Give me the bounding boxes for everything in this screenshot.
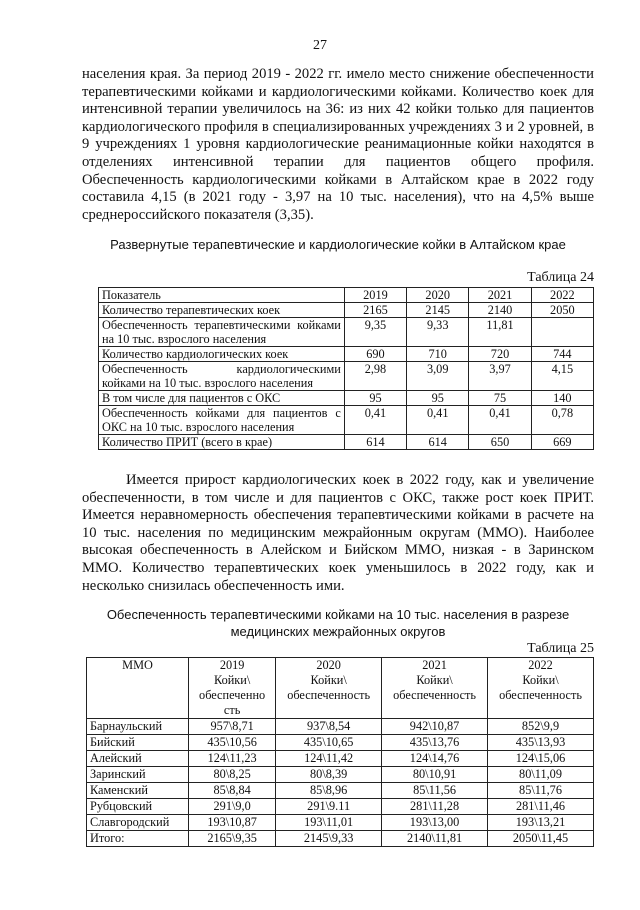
table-cell: 193\11,01 [276,815,382,831]
row-label: Барнаульский [87,719,189,735]
header-sublabel: Койки\ обеспеченность [287,673,371,702]
table-header-row [87,658,594,719]
header-sublabel: Койки\ обеспеченно сть [199,673,266,717]
table24-label: Таблица 24 [527,270,594,285]
table-cell: 193\13,21 [488,815,594,831]
table-row [87,735,594,751]
table-cell: 435\13,76 [382,735,488,751]
header-cell [189,658,276,719]
table-cell: 80\10,91 [382,767,488,783]
table-row [87,767,594,783]
table-cell [531,318,593,347]
table-cell: 193\13,00 [382,815,488,831]
table-cell: 9,33 [407,318,469,347]
row-label: Обеспеченность терапевтическими койками на 10 тыс. взрослого населения [99,318,345,347]
table-cell: 75 [469,391,531,406]
table-cell: 937\8,54 [276,719,382,735]
table-cell: 669 [531,435,593,450]
paragraph-analysis: Имеется прирост кардиологических коек в 2022 году, как и увеличение обеспеченности, в том числе и для пациентов с ОКС, также рост коек ПРИТ. Имеется неравномерность обеспечения терапевтическими койками в расчете на 10 тыс. населения по медицинским межрайонным округам (ММО). Наиболее высокая обеспеченность в Алейском и Бийском ММО, низкая - в Заринском ММО. Количество терапевтических коек уменьшилось в 2022 году, как и несколько снизилась обеспеченность ими. [82,472,594,594]
table-cell: 614 [407,435,469,450]
row-label: Алейский [87,751,189,767]
table-cell: 744 [531,347,593,362]
table-cell: 124\11,42 [276,751,382,767]
table-cell: 124\14,76 [382,751,488,767]
table-cell: 852\9,9 [488,719,594,735]
table-cell: 3,09 [407,362,469,391]
table-row [99,362,594,391]
header-cell [276,658,382,719]
table-cell: 2145 [407,303,469,318]
header-cell: 2019 [344,288,406,303]
table-cell: 2165 [344,303,406,318]
table-cell: 720 [469,347,531,362]
table-cell: 193\10,87 [189,815,276,831]
table-25 [86,657,594,847]
row-label: Каменский [87,783,189,799]
table-cell: 140 [531,391,593,406]
row-label: Славгородский [87,815,189,831]
table-cell: 80\8,39 [276,767,382,783]
header-year: 2020 [316,658,341,672]
header-sublabel: Койки\ обеспеченность [393,673,477,702]
table-header-row [99,288,594,303]
table-cell: 614 [344,435,406,450]
table-cell: 3,97 [469,362,531,391]
row-label: Количество кардиологических коек [99,347,345,362]
table-cell: 2140 [469,303,531,318]
row-label: Бийский [87,735,189,751]
header-label: ММО [122,658,153,672]
table-row [87,719,594,735]
table-row [99,435,594,450]
table-24 [98,287,594,450]
table25-caption: Обеспеченность терапевтическими койками на 10 тыс. населения в разрезе медицинских межрайонных округов [106,607,570,639]
table-total-row [87,831,594,847]
table-cell: 2050\11,45 [488,831,594,847]
table-cell: 0,78 [531,406,593,435]
table-cell: 435\10,65 [276,735,382,751]
table-cell: 80\8,25 [189,767,276,783]
table-cell: 2165\9,35 [189,831,276,847]
table-cell: 690 [344,347,406,362]
table-row [87,783,594,799]
table-cell: 9,35 [344,318,406,347]
table-row [99,347,594,362]
header-year: 2019 [219,658,245,672]
table-cell: 0,41 [344,406,406,435]
row-label: В том числе для пациентов с ОКС [99,391,345,406]
row-label: Количество терапевтических коек [99,303,345,318]
table24-caption: Развернутые терапевтические и кардиологические койки в Алтайском крае [110,237,566,252]
paragraph-intro: населения края. За период 2019 - 2022 гг. имело место снижение обеспеченности терапевтическими койками и кардиологическими койками. Количество коек для интенсивной терапии увеличилось на 36: из них 42 койки только для пациентов кардиологического профиля в специализированных учреждениях 3 и 2 уровней, в 9 учреждениях 1 уровня кардиологические реанимационные койки находятся в отделениях интенсивной терапии для пациентов общего профиля. Обеспеченность кардиологическими койками в Алтайском крае в 2022 году составила 4,15 (в 2021 году - 3,97 на 10 тыс. населения), что на 4,5% выше среднероссийского показателя (3,35). [82,66,594,223]
row-label: Заринский [87,767,189,783]
table-row [99,406,594,435]
table-cell: 95 [407,391,469,406]
row-label: Рубцовский [87,799,189,815]
header-year: 2022 [528,658,553,672]
header-year: 2021 [422,658,447,672]
table-cell: 650 [469,435,531,450]
table-cell: 2145\9,33 [276,831,382,847]
table-cell: 957\8,71 [189,719,276,735]
table-row [99,303,594,318]
header-cell: Показатель [99,288,345,303]
table-cell: 2,98 [344,362,406,391]
table-cell: 942\10,87 [382,719,488,735]
table-cell: 0,41 [469,406,531,435]
table-cell: 0,41 [407,406,469,435]
table-row [99,318,594,347]
table-cell: 2140\11,81 [382,831,488,847]
table-cell: 124\11,23 [189,751,276,767]
table-cell: 710 [407,347,469,362]
table-cell: 281\11,46 [488,799,594,815]
table-cell: 291\9,0 [189,799,276,815]
table-row [99,391,594,406]
table-cell: 291\9.11 [276,799,382,815]
table-row [87,799,594,815]
table-cell: 85\8,96 [276,783,382,799]
header-cell-mmo [87,658,189,719]
header-cell: 2020 [407,288,469,303]
table-cell: 4,15 [531,362,593,391]
table25-label: Таблица 25 [527,641,594,656]
table-cell: 124\15,06 [488,751,594,767]
table-cell: 85\11,76 [488,783,594,799]
page-number: 27 [313,38,327,53]
table-cell: 80\11,09 [488,767,594,783]
header-cell: 2021 [469,288,531,303]
table-cell: 435\13,93 [488,735,594,751]
row-label: Обеспеченность койками для пациентов с ОКС на 10 тыс. взрослого населения [99,406,345,435]
table-cell: 85\8,84 [189,783,276,799]
table-cell: 85\11,56 [382,783,488,799]
header-cell: 2022 [531,288,593,303]
table-cell: 11,81 [469,318,531,347]
table-cell: 435\10,56 [189,735,276,751]
table-row [87,751,594,767]
row-label: Количество ПРИТ (всего в крае) [99,435,345,450]
table-cell: 281\11,28 [382,799,488,815]
header-cell [488,658,594,719]
row-label: Итого: [87,831,189,847]
table-cell: 95 [344,391,406,406]
table-cell: 2050 [531,303,593,318]
row-label: Обеспеченность кардиологическими койками на 10 тыс. взрослого населения [99,362,345,391]
table-row [87,815,594,831]
header-cell [382,658,488,719]
header-sublabel: Койки\ обеспеченность [499,673,582,702]
